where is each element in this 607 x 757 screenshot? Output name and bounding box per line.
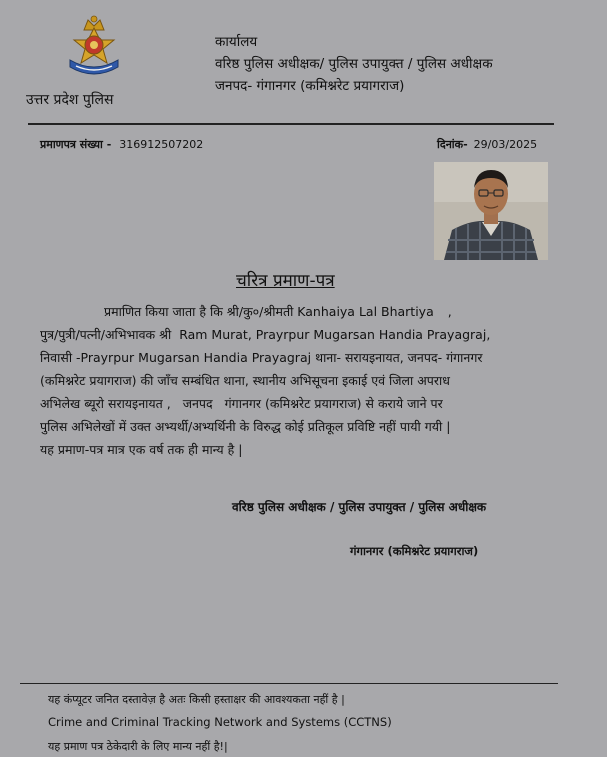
body-line-3 — [40, 346, 560, 369]
body-line-2-prefix: पुत्र/पुत्री/पत्नी/अभिभावक श्री — [40, 327, 172, 342]
body-line-7: यह प्रमाण-पत्र मात्र एक वर्ष तक ही मान्य है | — [40, 442, 243, 457]
office-district: जनपद- गंगानगर (कमिश्नरेट प्रयागराज) — [215, 78, 405, 94]
footer-note-validity: यह प्रमाण पत्र ठेकेदारी के लिए मान्य नहीं है!| — [48, 740, 228, 753]
certificate-body — [40, 300, 560, 461]
body-line-4: (कमिश्नरेट प्रयागराज) की जाँच सम्बंधित थाना, स्थानीय अभिसूचना इकाई एवं जिला अपराध — [40, 373, 450, 388]
body-line-5-c: गंगानगर (कमिश्नरेट प्रयागराज) से कराये जाने पर — [224, 396, 443, 411]
issuing-office — [215, 31, 493, 97]
body-line-2 — [40, 323, 560, 346]
body-line-5-b: जनपद — [182, 396, 213, 411]
body-line-6: पुलिस अभिलेखों में उक्त अभ्यर्थी/अभ्यर्थिनी के विरुद्ध कोई प्रतिकूल प्रविष्टि नहीं पायी गयी | — [40, 419, 451, 434]
body-line-1 — [40, 300, 560, 323]
department-name: उत्तर प्रदेश पुलिस — [26, 92, 114, 108]
document-title: चरित्र प्रमाण-पत्र — [236, 271, 335, 291]
certificate-number-value: 316912507202 — [119, 138, 204, 151]
certificate-date-value: 29/03/2025 — [473, 138, 538, 151]
certificate-date-label: दिनांक- — [437, 138, 468, 151]
footer-divider — [20, 683, 558, 684]
body-line-3-suffix: थाना- सरायइनायत, जनपद- गंगानगर — [315, 350, 483, 365]
body-line-1-prefix: प्रमाणित किया जाता है कि श्री/कु०/श्रीमती — [104, 304, 294, 319]
applicant-name: Kanhaiya Lal Bhartiya — [297, 304, 434, 319]
header-divider — [28, 123, 554, 125]
certificate-date — [437, 137, 537, 152]
certificate-number — [40, 137, 203, 152]
signatory-district: गंगानगर (कमिश्नरेट प्रयागराज) — [350, 544, 479, 558]
footer-note-cctns: Crime and Criminal Tracking Network and Systems (CCTNS) — [48, 715, 392, 729]
body-line-1-suffix: , — [447, 304, 452, 319]
footer-note-computer-generated: यह कंप्यूटर जनित दस्तावेज़ है अतः किसी हस्ताक्षर की आवश्यकता नहीं है | — [48, 693, 345, 706]
certificate-number-label: प्रमाणपत्र संख्या - — [40, 138, 112, 151]
signatory-designation: वरिष्ठ पुलिस अधीक्षक / पुलिस उपायुक्त / पुलिस अधीक्षक — [232, 500, 487, 514]
guardian-address: Ram Murat, Prayrpur Mugarsan Handia Prayagraj, — [179, 327, 491, 342]
office-designation: वरिष्ठ पुलिस अधीक्षक/ पुलिस उपायुक्त / पुलिस अधीक्षक — [215, 56, 493, 72]
up-police-emblem-icon — [62, 14, 126, 82]
applicant-residence: Prayrpur Mugarsan Handia Prayagraj — [80, 350, 312, 365]
body-line-5-a: अभिलेख ब्यूरो सरायइनायत , — [40, 396, 171, 411]
body-line-3-prefix: निवासी - — [40, 350, 81, 365]
body-line-5 — [40, 392, 560, 415]
office-label: कार्यालय — [215, 34, 258, 50]
applicant-photo — [434, 162, 548, 260]
